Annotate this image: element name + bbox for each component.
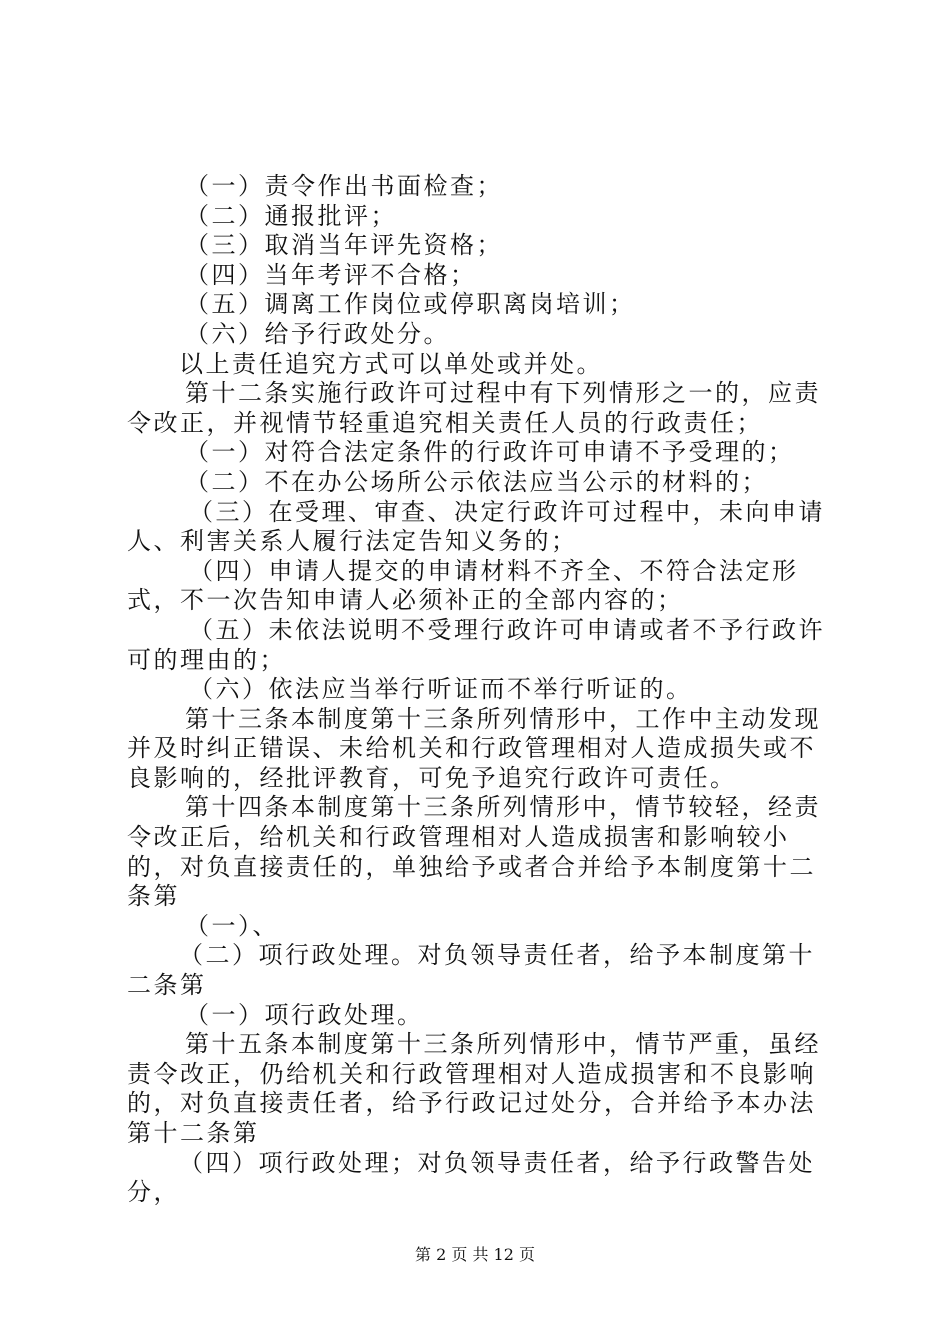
body-paragraph: （六）依法应当举行听证而不举行听证的。 — [189, 675, 693, 704]
body-paragraph: （二）通报批评； — [185, 201, 397, 230]
body-paragraph: 第十四条本制度第十三条所列情形中，情节较轻，经责令改正后，给机关和行政管理相对人造成损害和影响较小的，对负直接责任的，单独给予或者合并给予本制度第十二条第 — [127, 793, 821, 911]
body-paragraph: （六）给予行政处分。 — [185, 319, 450, 348]
body-paragraph: （二）项行政处理。对负领导责任者，给予本制度第十二条第 — [127, 941, 815, 1000]
body-paragraph: （四）申请人提交的申请材料不齐全、不符合法定形式，不一次告知申请人必须补正的全部内容的； — [127, 556, 799, 615]
body-paragraph: 第十五条本制度第十三条所列情形中，情节严重，虽经责令改正，仍给机关和行政管理相对人造成损害和不良影响的，对负直接责任者，给予行政记过处分，合并给予本办法第十二条第 — [127, 1030, 821, 1147]
body-paragraph: （一）、 — [185, 911, 279, 940]
body-paragraph: （二）不在办公场所公示依法应当公示的材料的； — [185, 467, 768, 496]
body-paragraph: 第十二条实施行政许可过程中有下列情形之一的，应责令改正，并视情节轻重追究相关责任人员的行政责任； — [127, 379, 821, 437]
body-paragraph: （四）项行政处理；对负领导责任者，给予行政警告处分， — [127, 1148, 815, 1207]
body-paragraph: （五）未依法说明不受理行政许可申请或者不予行政许可的理由的； — [127, 615, 825, 674]
body-paragraph: （三）取消当年评先资格； — [185, 231, 503, 260]
body-paragraph: （一）项行政处理。 — [185, 1000, 424, 1029]
body-paragraph: （三）在受理、审查、决定行政许可过程中，未向申请人、利害关系人履行法定告知义务的； — [127, 497, 825, 556]
body-paragraph: 第十三条本制度第十三条所列情形中，工作中主动发现并及时纠正错误、未给机关和行政管理相对人造成损失或不良影响的，经批评教育，可免予追究行政许可责任。 — [127, 704, 821, 792]
body-paragraph: 以上责任追究方式可以单处或并处。 — [179, 349, 603, 378]
body-paragraph: （五）调离工作岗位或停职离岗培训； — [185, 290, 636, 319]
document-body — [127, 172, 837, 1208]
page-footer: 第 2 页 共 12 页 — [415, 1245, 535, 1264]
body-paragraph: （四）当年考评不合格； — [185, 260, 477, 289]
body-paragraph: （一）责令作出书面检查； — [185, 172, 503, 200]
body-paragraph: （一）对符合法定条件的行政许可申请不予受理的； — [185, 438, 795, 467]
